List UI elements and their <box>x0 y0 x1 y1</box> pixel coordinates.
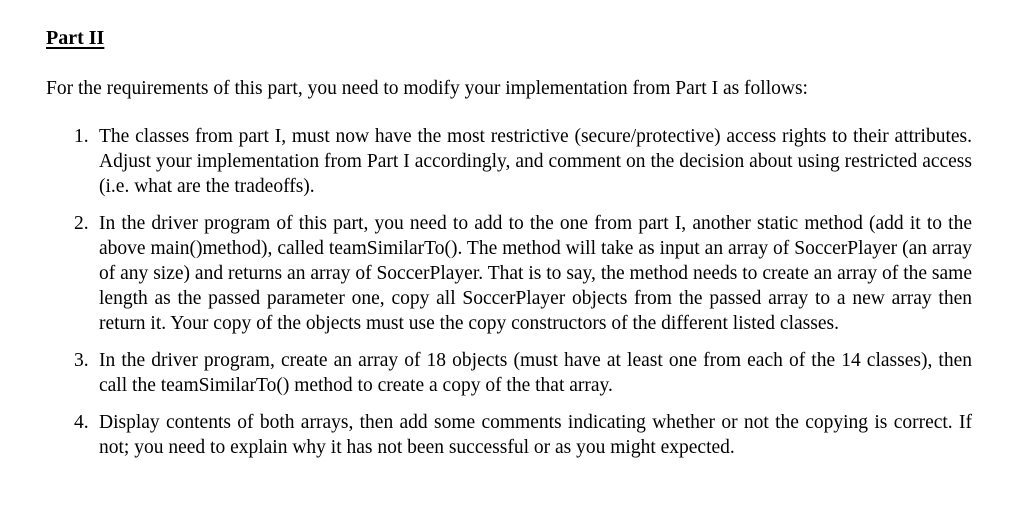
requirement-item-4 <box>0 410 972 460</box>
section-heading: Part II <box>46 27 105 49</box>
requirement-text: Display contents of both arrays, then add some comments indicating whether or not the copying is correct. If not; you need to explain why it has not been successful or as you might expected. <box>99 412 972 458</box>
intro-paragraph: For the requirements of this part, you need to modify your implementation from Part I as follows: <box>46 78 808 99</box>
requirements-list <box>0 124 1024 472</box>
requirement-text: In the driver program of this part, you need to add to the one from part I, another static method (add it to the above main()method), called teamSimilarTo(). The method will take as input an array of SoccerPlayer (an array of any size) and returns an array of SoccerPlayer. That is to say, the method needs to create an array of the same length as the passed parameter one, copy all SoccerPlayer objects from the passed array to a new array then return it. Your copy of the objects must use the copy constructors of the different listed classes. <box>99 213 972 334</box>
requirement-item-1 <box>0 124 972 199</box>
requirement-number: 3. <box>74 350 89 371</box>
requirement-number: 4. <box>74 412 89 433</box>
requirement-number: 2. <box>74 213 89 234</box>
requirement-text: The classes from part I, must now have the most restrictive (secure/protective) access rights to their attributes. Adjust your implementation from Part I accordingly, and comment on the decision about using restricted access (i.e. what are the tradeoffs). <box>99 126 972 197</box>
requirement-item-3 <box>0 348 972 398</box>
requirement-text: In the driver program, create an array of 18 objects (must have at least one from each of the 14 classes), then call the teamSimilarTo() method to create a copy of the that array. <box>99 350 972 396</box>
requirement-item-2 <box>0 211 972 336</box>
requirement-number: 1. <box>74 126 89 147</box>
